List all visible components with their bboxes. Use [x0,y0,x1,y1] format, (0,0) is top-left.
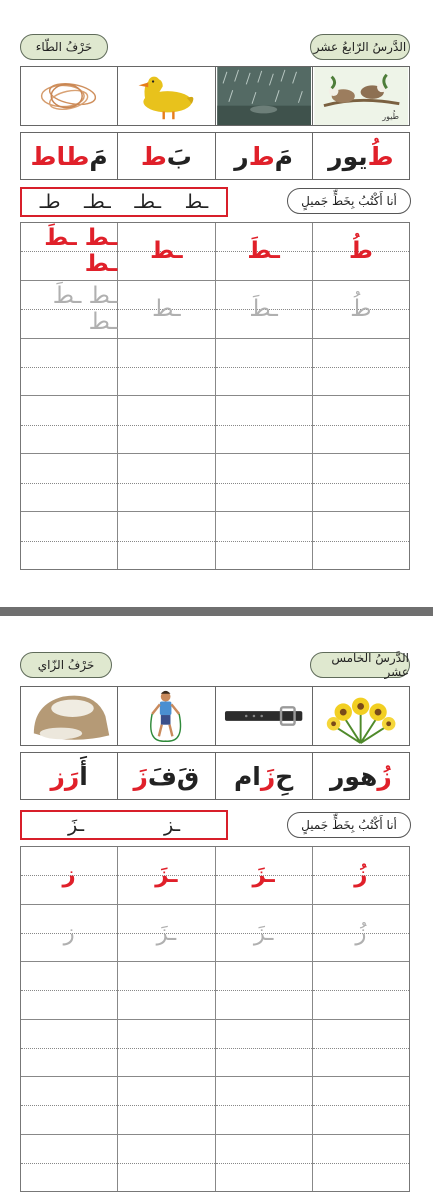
practice-form-4: طـ [39,191,61,213]
writing-cell[interactable] [21,396,117,453]
grid-cell: طُ [312,223,409,280]
writing-cell[interactable] [21,454,117,511]
word-3: بَ ط [117,133,214,179]
practice-strip [20,810,228,840]
word-strip [20,132,410,180]
writing-cell[interactable] [21,339,117,396]
practice-form-2: ـطـ [134,191,162,213]
write-nicely-label [287,188,411,214]
practice-form-1: ـط [184,191,209,213]
duck-icon [118,67,214,125]
rain-icon [216,67,312,125]
blank-row [21,512,409,569]
practice-strip [20,187,228,217]
word-2: حِ زَ ام [215,753,312,799]
writing-cell[interactable] [21,512,117,569]
writing-cell[interactable] [21,1020,117,1077]
grid-cell: ـزَ [117,905,214,962]
picture-caption: طُيور [382,112,399,121]
jumping-boy-picture [117,687,214,745]
blank-row [21,396,409,454]
lesson-title [310,34,410,60]
rice-sack-picture [21,687,117,745]
write-nicely-text: أنا أَكْتُبُ بِخَطٍّ جَميلٍ [301,818,397,832]
rubber-bands-icon [21,67,117,125]
writing-cell[interactable] [215,339,312,396]
picture-strip [20,66,410,126]
practice-form-1: ـز [163,814,181,836]
lesson-title-text: الدَّرسُ الرّابعُ عشر [313,40,407,54]
grid-cell: ـزَ [215,905,312,962]
writing-cell[interactable] [117,454,214,511]
grid-cell: ـط [117,223,214,280]
letter-title-text: حَرْفُ الزّاي [37,658,95,672]
grid-cell: طُ [312,281,409,338]
flowers-icon [313,687,409,745]
writing-cell[interactable] [312,339,409,396]
grid-cell: ـط ـطَ ـط [21,281,117,338]
letter-title-text: حَرْفُ الطّاء [35,40,93,54]
writing-cell[interactable] [117,1020,214,1077]
writing-cell[interactable] [312,1135,409,1192]
rice-sack-icon [21,687,117,745]
writing-cell[interactable] [312,512,409,569]
grid-cell: ـط [117,281,214,338]
writing-cell[interactable] [215,1020,312,1077]
lesson-title-text: الدَّرسُ الخامس عشر [331,651,409,679]
word-1: طُ يور [312,133,409,179]
grid-cell: ـط ـطَ ـط [21,223,117,280]
lesson-15-page [0,618,433,1200]
writing-grid [20,222,410,570]
writing-cell[interactable] [117,1077,214,1134]
blank-row [21,339,409,397]
writing-cell[interactable] [21,962,117,1019]
word-1: زُ هور [312,753,409,799]
grid-cell: زُ [312,905,409,962]
blank-row [21,1135,409,1192]
writing-cell[interactable] [215,962,312,1019]
belt-picture [215,687,312,745]
writing-cell[interactable] [215,454,312,511]
writing-cell[interactable] [312,1020,409,1077]
writing-cell[interactable] [21,1135,117,1192]
word-3: قَ فَ زَ [117,753,214,799]
trace-row [21,905,409,963]
jumping-boy-icon [118,687,214,745]
writing-cell[interactable] [312,962,409,1019]
word-2: مَ ط ر [215,133,312,179]
grid-cell: زُ [312,847,409,904]
blank-row [21,962,409,1020]
blank-row [21,1077,409,1135]
blank-row [21,454,409,512]
blank-row [21,1020,409,1078]
duck-picture [117,67,214,125]
write-nicely-label [287,812,411,838]
page-separator [0,600,433,618]
write-nicely-text: أنا أَكْتُبُ بِخَطٍّ جَميلٍ [301,194,397,208]
writing-cell[interactable] [215,512,312,569]
writing-cell[interactable] [215,1077,312,1134]
writing-cell[interactable] [312,454,409,511]
word-strip [20,752,410,800]
grid-cell: ـطَ [215,281,312,338]
writing-cell[interactable] [21,1077,117,1134]
writing-cell[interactable] [312,396,409,453]
grid-cell: ـطَ [215,223,312,280]
writing-cell[interactable] [215,396,312,453]
example-row [21,847,409,905]
lesson-title [310,652,410,678]
birds-picture [312,67,409,125]
writing-cell[interactable] [117,962,214,1019]
practice-form-2: ـزَ [67,814,85,836]
writing-cell[interactable] [117,396,214,453]
rubber-bands-picture [21,67,117,125]
writing-grid [20,846,410,1192]
letter-title [20,34,108,60]
grid-cell: ـزَ [215,847,312,904]
practice-form-3: ـطـ [84,191,111,213]
word-4: مَ طاط [30,141,108,171]
writing-cell[interactable] [117,512,214,569]
letter-title [20,652,112,678]
belt-icon [216,687,312,745]
grid-cell: ز [21,847,117,904]
flowers-picture [312,687,409,745]
example-row [21,223,409,281]
writing-cell[interactable] [215,1135,312,1192]
rain-picture [215,67,312,125]
word-4: أَ رَز [50,761,88,791]
grid-cell: ز [21,905,117,962]
writing-cell[interactable] [117,1135,214,1192]
trace-row [21,281,409,339]
writing-cell[interactable] [117,339,214,396]
grid-cell: ـزَ [117,847,214,904]
picture-strip [20,686,410,746]
writing-cell[interactable] [312,1077,409,1134]
